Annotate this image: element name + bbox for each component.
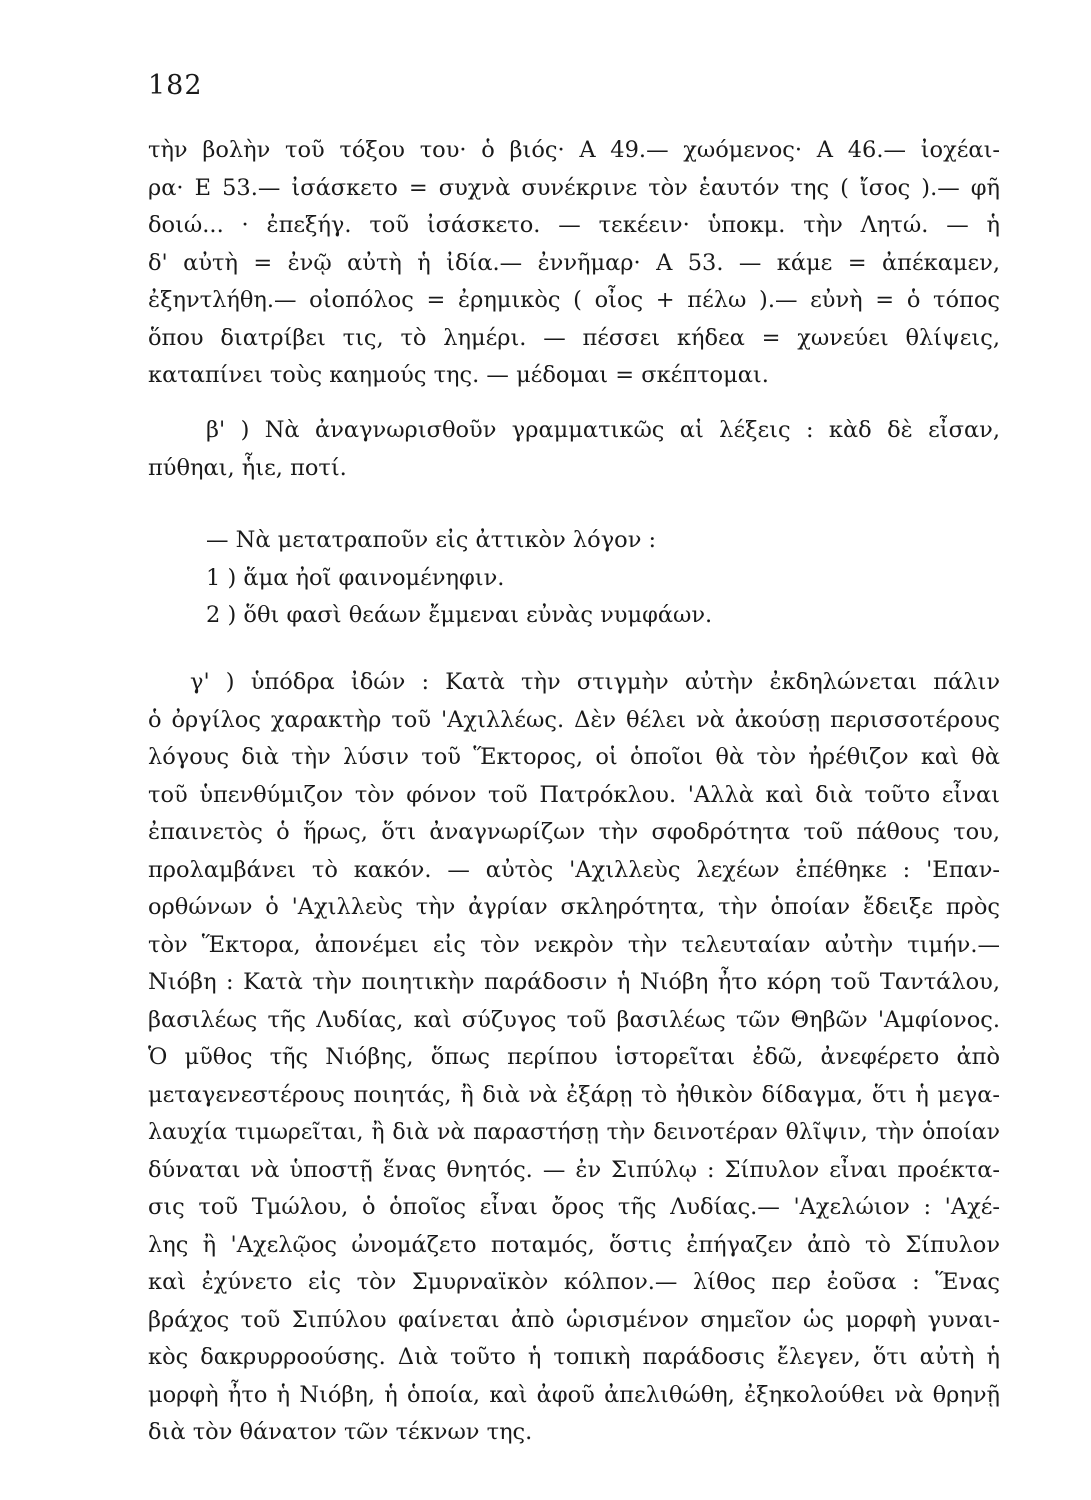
text-line: τὸν Ἕκτορα, ἀπονέμει εἰς τὸν νεκρὸν τὴν τελευταίαν αὐτὴν τιμήν.— [148, 931, 1000, 958]
text-line: δύναται νὰ ὑποστῇ ἕνας θνητός. — ἐν Σιπύλῳ : Σίπυλον εἶναι προέκτα- [148, 1156, 1000, 1183]
text-line: καὶ ἐχύνετο εἰς τὸν Σμυρναϊκὸν κόλπον.— λίθος περ ἐοῦσα : Ἕνας [148, 1269, 1000, 1295]
commentary-paragraph [148, 664, 1000, 1452]
exercise-b-paragraph [148, 412, 1000, 487]
text-line: πύθηαι, ἧιε, ποτί. [148, 454, 347, 481]
page-number: 182 [148, 70, 203, 101]
text-line: σις τοῦ Τμώλου, ὁ ὁποῖος εἶναι ὄρος τῆς Λυδίας.— 'Αχελώιον : 'Αχέ- [148, 1194, 1000, 1220]
text-line: προλαμβάνει τὸ κακόν. — αὐτὸς 'Αχιλλεὺς λεχέων ἐπέθηκε : 'Επαν- [148, 856, 1000, 883]
text-line: β' ) Νὰ ἀναγνωρισθοῦν γραμματικῶς αἱ λέξεις : κὰδ δὲ εἶσαν, [206, 417, 1000, 443]
text-line: λόγους διὰ τὴν λύσιν τοῦ Ἕκτορος, οἱ ὁποῖοι θὰ τὸν ἠρέθιζον καὶ θὰ [148, 744, 1000, 770]
text-line: 1 ) ἅμα ἠοῖ φαινομένηφιν. [206, 564, 505, 591]
text-line: ὁ ὀργίλος χαρακτὴρ τοῦ 'Αχιλλέως. Δὲν θέλει νὰ ἀκούσῃ περισσοτέρους [148, 706, 1000, 733]
glossary-paragraph [148, 132, 1000, 395]
text-line: 2 ) ὅθι φασὶ θεάων ἔμμεναι εὐνὰς νυμφάων. [206, 602, 713, 628]
text-line: ρα· Ε 53.— ἰσάσκετο = συχνὰ συνέκρινε τὸν ἑαυτόν της ( ἴσος ).— φῆ [148, 174, 1000, 201]
text-line: Ὁ μῦθος τῆς Νιόβης, ὅπως περίπου ἱστορεῖται ἐδῶ, ἀνεφέρετο ἀπὸ [148, 1044, 1000, 1070]
text-line: λης ἢ 'Αχελῷος ὠνομάζετο ποταμός, ὅστις ἐπήγαζεν ἀπὸ τὸ Σίπυλον [148, 1231, 1000, 1258]
text-line: τὴν βολὴν τοῦ τόξου του· ὁ βιός· Α 49.— χωόμενος· Α 46.— ἰοχέαι- [148, 137, 1000, 163]
text-line: ὅπου διατρίβει τις, τὸ λημέρι. — πέσσει κήδεα = χωνεύει θλίψεις, [148, 324, 1000, 351]
text-line: καταπίνει τοὺς καημούς της. — μέδομαι = σκέπτομαι. [148, 362, 769, 388]
text-line: τοῦ ὑπενθύμιζον τὸν φόνον τοῦ Πατρόκλου. 'Αλλὰ καὶ διὰ τοῦτο εἶναι [148, 781, 1000, 808]
text-line: μορφὴ ἦτο ἡ Νιόβη, ἡ ὁποία, καὶ ἀφοῦ ἀπελιθώθη, ἐξηκολούθει νὰ θρηνῇ [148, 1381, 1000, 1408]
text-line: δοιώ... · ἐπεξήγ. τοῦ ἰσάσκετο. — τεκέειν· ὑποκμ. τὴν Λητώ. — ἡ [148, 212, 1000, 238]
text-line: ορθώνων ὁ 'Αχιλλεὺς τὴν ἀγρίαν σκληρότητα, τὴν ὁποίαν ἔδειξε πρὸς [148, 894, 1000, 920]
text-line: βασιλέως τῆς Λυδίας, καὶ σύζυγος τοῦ βασιλέως τῶν Θηβῶν 'Αμφίονος. [148, 1006, 1000, 1033]
text-line: κὸς δακρυρροούσης. Διὰ τοῦτο ἡ τοπικὴ παράδοσις ἔλεγεν, ὅτι αὐτὴ ἡ [148, 1344, 1000, 1370]
text-line: ἐξηντλήθη.— οἰοπόλος = ἐρημικὸς ( οἶος + πέλω ).— εὐνὴ = ὁ τόπος [148, 287, 1000, 313]
text-line: δ' αὐτὴ = ἐνῷ αὐτὴ ἡ ἰδία.— ἐννῆμαρ· Α 53. — κάμε = ἀπέκαμεν, [148, 249, 1000, 276]
text-line: — Νὰ μετατραποῦν εἰς ἀττικὸν λόγον : [206, 527, 657, 553]
text-line: λαυχία τιμωρεῖται, ἢ διὰ νὰ παραστήσῃ τὴν δεινοτέραν θλῖψιν, τὴν ὁποίαν [148, 1120, 1000, 1145]
text-line: Νιόβη : Κατὰ τὴν ποιητικὴν παράδοσιν ἡ Νιόβη ἦτο κόρη τοῦ Ταντάλου, [148, 969, 1000, 995]
exercise-translation-paragraph [148, 522, 1000, 635]
text-line: διὰ τὸν θάνατον τῶν τέκνων της. [148, 1419, 533, 1445]
text-line: βράχος τοῦ Σιπύλου φαίνεται ἀπὸ ὡρισμένον σημεῖον ὡς μορφὴ γυναι- [148, 1306, 1000, 1333]
text-line: ἐπαινετὸς ὁ ἥρως, ὅτι ἀναγνωρίζων τὴν σφοδρότητα τοῦ πάθους του, [148, 819, 1000, 845]
text-line: γ' ) ὑπόδρα ἰδών : Κατὰ τὴν στιγμὴν αὐτὴν ἐκδηλώνεται πάλιν [190, 669, 1000, 695]
text-line: μεταγενεστέρους ποιητάς, ἢ διὰ νὰ ἐξάρῃ τὸ ἠθικὸν δίδαγμα, ὅτι ἡ μεγα- [148, 1081, 1000, 1108]
